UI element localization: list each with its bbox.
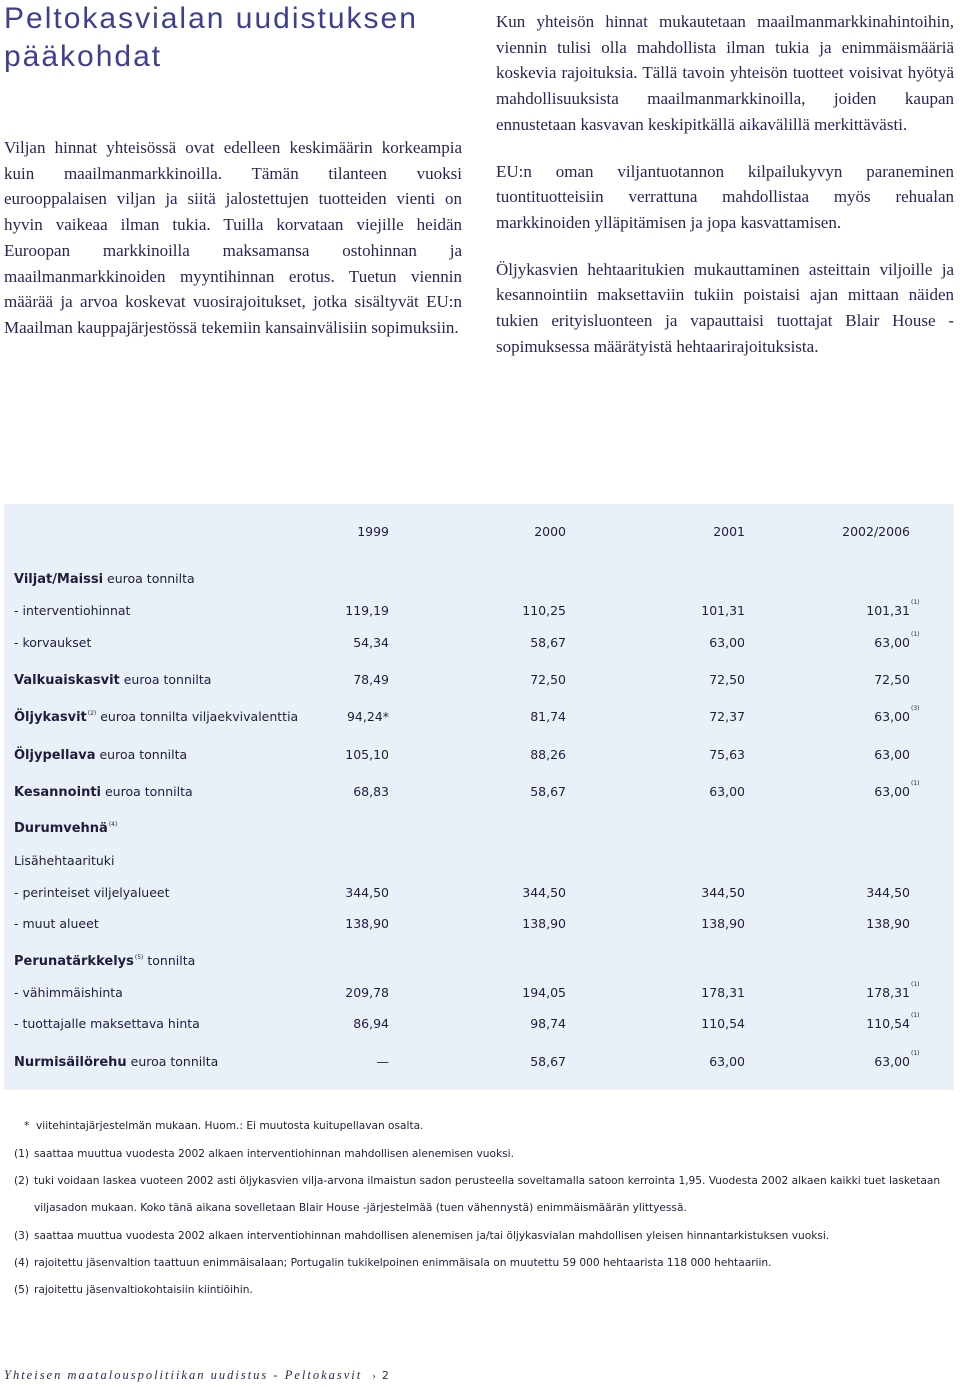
row-label: - perinteiset viljelyalueet xyxy=(14,885,170,900)
table-cell: 72,50 xyxy=(530,672,566,687)
row-label: - korvaukset xyxy=(14,635,92,650)
year-header: 2000 xyxy=(534,524,566,539)
footer-title: Yhteisen maatalouspolitiikan uudistus - Peltokasvit xyxy=(4,1368,363,1382)
page-title: Peltokasvialan uudistuksen pääkohdat xyxy=(4,2,418,73)
table-cell: 63,00 xyxy=(709,784,745,799)
row-title: Öljypellava xyxy=(14,748,96,763)
footnote: * viitehintajärjestelmän mukaan. Huom.: Ei muutosta kuitupellavan osalta. xyxy=(24,1120,424,1132)
table-cell: 101,31 (1) xyxy=(866,599,920,618)
table-cell: 58,67 xyxy=(530,784,566,799)
table-cell: 98,74 xyxy=(530,1016,566,1031)
footnote-ref: (1) xyxy=(911,599,920,606)
table-cell: 344,50 xyxy=(345,885,389,900)
table-row xyxy=(4,981,954,1005)
paragraph: Viljan hinnat yhteisössä ovat edelleen keskimäärin korkeampia kuin maailmanmarkkinoilla. Tämän tilanteen vuoksi eurooppalaisen viljan ja siitä jalostettujen tuotteiden vienti on hyvin vaikeaa ilman tukia. Tuilla korvataan viejille heidän Euroopan markkinoilla maksamansa ostohinnan ja maailmanmarkkinoiden myyntihinnan erotus. Tuetun viennin määrää ja arvoa koskevat vuosirajoitukset, jotka sisältyvät EU:n Maailman kauppajärjestössä tekemiin kansainvälisiin sopimuksiin. xyxy=(4,138,462,337)
table-cell: 105,10 xyxy=(345,747,389,762)
table-cell: 72,50 xyxy=(709,672,745,687)
table-row xyxy=(4,853,954,873)
footnote-ref: (1) xyxy=(911,780,920,787)
paragraph: Öljykasvien hehtaaritukien mukauttaminen asteittain viljoille ja kesannointiin maksettaviin tukiin poistaisi ajan mittaan näiden tukien erityisluonteen ja vapauttaisi tuottajat Blair House -sopimuksessa määrätyistä hehtaarirajoituksista. xyxy=(496,259,954,356)
table-row xyxy=(4,953,954,973)
table-row xyxy=(4,820,954,840)
table-row xyxy=(4,672,954,692)
table-cell: 54,34 xyxy=(353,635,389,650)
footnote-ref: (3) xyxy=(911,705,920,712)
table-cell: 344,50 xyxy=(866,885,910,900)
table-row xyxy=(4,631,954,655)
table-cell: 194,05 xyxy=(522,985,566,1000)
table-cell: 88,26 xyxy=(530,747,566,762)
table-cell: 68,83 xyxy=(353,784,389,799)
table-cell: 138,90 xyxy=(345,916,389,931)
page-number: 2 xyxy=(381,1369,389,1382)
row-label: - muut alueet xyxy=(14,916,99,931)
year-header: 2001 xyxy=(713,524,745,539)
row-title: Kesannointi xyxy=(14,785,101,800)
footnote-ref: (5) xyxy=(134,954,144,961)
table-cell: 63,00 (1) xyxy=(874,631,920,650)
table-cell: 344,50 xyxy=(522,885,566,900)
chevron-right-icon: › xyxy=(372,1370,378,1382)
table-cell: 178,31 (1) xyxy=(866,981,920,1000)
row-title: Perunatärkkelys xyxy=(14,954,134,969)
row-unit: tonnilta xyxy=(147,953,196,968)
table-cell: 75,63 xyxy=(709,747,745,762)
row-title: Valkuaiskasvit xyxy=(14,673,120,688)
table-cell: 209,78 xyxy=(345,985,389,1000)
footnote: (1) saattaa muuttua vuodesta 2002 alkaen interventiohinnan mahdollisen alenemisen vuoksi. xyxy=(14,1148,514,1160)
paragraph: EU:n oman viljantuotannon kilpailukyvyn paraneminen tuontituotteisiin verrattuna mahdollistaa myös rehualan markkinoiden ylläpitämisen ja jopa kasvattamisen. xyxy=(496,161,954,232)
row-title: Viljat/Maissi xyxy=(14,572,104,587)
footnote: (4) rajoitettu jäsenvaltion taattuun enimmäisalaan; Portugalin tukikelpoinen enimmäisala on muutettu 59 000 hehtaarista 118 000 hehtaariin. xyxy=(14,1257,772,1269)
left-column xyxy=(4,135,462,362)
row-label: - interventiohinnat xyxy=(14,603,131,618)
row-title: Nurmisäilörehu xyxy=(14,1055,127,1070)
footnote-ref: (1) xyxy=(911,1012,920,1019)
table-cell: 81,74 xyxy=(530,709,566,724)
year-header: 1999 xyxy=(357,524,389,539)
footnote-continuation: viljasadon mukaan. Koko tänä aikana sovelletaan Blair House -järjestelmää (tuen vähennystä) enimmäismäärän ylittyessä. xyxy=(34,1202,687,1214)
table-cell: 138,90 xyxy=(701,916,745,931)
row-unit: euroa tonnilta xyxy=(130,1054,219,1069)
table-cell: 63,00 xyxy=(709,635,745,650)
footnote-ref: (1) xyxy=(911,981,920,988)
table-row xyxy=(4,747,954,767)
table-cell: 178,31 xyxy=(701,985,745,1000)
table-row xyxy=(4,916,954,936)
row-label: - tuottajalle maksettava hinta xyxy=(14,1016,200,1031)
footnote-ref: (4) xyxy=(108,821,118,828)
row-unit: euroa tonnilta xyxy=(123,672,212,687)
table-cell: 63,00 (1) xyxy=(874,1050,920,1069)
table-row xyxy=(4,705,954,729)
table-cell: 72,37 xyxy=(709,709,745,724)
table-row xyxy=(4,1050,954,1074)
table-row xyxy=(4,571,954,591)
table-cell: 86,94 xyxy=(353,1016,389,1031)
row-unit: euroa tonnilta viljaekvivalenttia xyxy=(100,709,299,724)
table-cell: 72,50 xyxy=(874,672,910,687)
table-cell: 58,67 xyxy=(530,1054,566,1069)
footnote-ref: (2) xyxy=(87,710,97,717)
row-unit: euroa tonnilta xyxy=(107,571,195,586)
row-label: - vähimmäishinta xyxy=(14,985,123,1000)
footnote-ref: (1) xyxy=(911,631,920,638)
price-table xyxy=(4,504,954,1090)
right-column xyxy=(496,9,954,380)
table-cell: 78,49 xyxy=(353,672,389,687)
footnote-ref: (1) xyxy=(911,1050,920,1057)
table-cell: 63,00 xyxy=(709,1054,745,1069)
page-footer xyxy=(4,1368,389,1383)
year-header: 2002/2006 xyxy=(842,524,910,539)
table-cell: 119,19 xyxy=(345,603,389,618)
footnote: (5) rajoitettu jäsenvaltiokohtaisiin kiintiöihin. xyxy=(14,1284,253,1296)
table-cell: 94,24* xyxy=(346,709,389,724)
table-cell: 58,67 xyxy=(530,635,566,650)
table-row xyxy=(4,780,954,804)
footnote: (2) tuki voidaan laskea vuoteen 2002 asti öljykasvien vilja-arvona ilmaistun sadon perusteella soveltamalla satoon kerrointa 1,95. Vuodesta 2002 alkaen kaikki tuet lasketaan xyxy=(14,1175,941,1187)
table-cell: 110,25 xyxy=(522,603,566,618)
row-unit: euroa tonnilta xyxy=(99,747,188,762)
table-cell: 63,00 (3) xyxy=(874,705,920,724)
row-title: Öljykasvit xyxy=(14,710,87,725)
table-cell: 138,90 xyxy=(522,916,566,931)
table-cell: 63,00 (1) xyxy=(874,780,920,799)
table-row xyxy=(4,599,954,623)
row-unit: euroa tonnilta xyxy=(104,784,193,799)
table-cell: — xyxy=(376,1054,389,1069)
table-row xyxy=(4,1012,954,1036)
table-cell: 138,90 xyxy=(866,916,910,931)
row-title: Durumvehnä xyxy=(14,821,108,836)
table-cell: 110,54 xyxy=(701,1016,745,1031)
table-cell: 101,31 xyxy=(701,603,745,618)
footnote: (3) saattaa muuttua vuodesta 2002 alkaen interventiohinnan mahdollisen alenemisen ja/tai öljykasvialan mahdollisen yleisen hinnantarkistuksen vuoksi. xyxy=(14,1230,830,1242)
table-row xyxy=(4,885,954,905)
table-cell: 63,00 xyxy=(874,747,910,762)
table-cell: 344,50 xyxy=(701,885,745,900)
table-cell: 110,54 (1) xyxy=(866,1012,920,1031)
table-header-row xyxy=(4,524,954,544)
row-label: Lisähehtaarituki xyxy=(14,853,115,868)
paragraph: Kun yhteisön hinnat mukautetaan maailmanmarkkinahintoihin, viennin tulisi olla mahdollista ilman tukia ja enimmäismääriä koskevia rajoituksia. Tällä tavoin yhteisön tuotteet voisivat hyötyä mahdollisuuksista maailmanmarkkinoilla, joiden kaupan ennustetaan kasvavan keskipitkällä aikavälillä merkittävästi. xyxy=(496,12,954,134)
